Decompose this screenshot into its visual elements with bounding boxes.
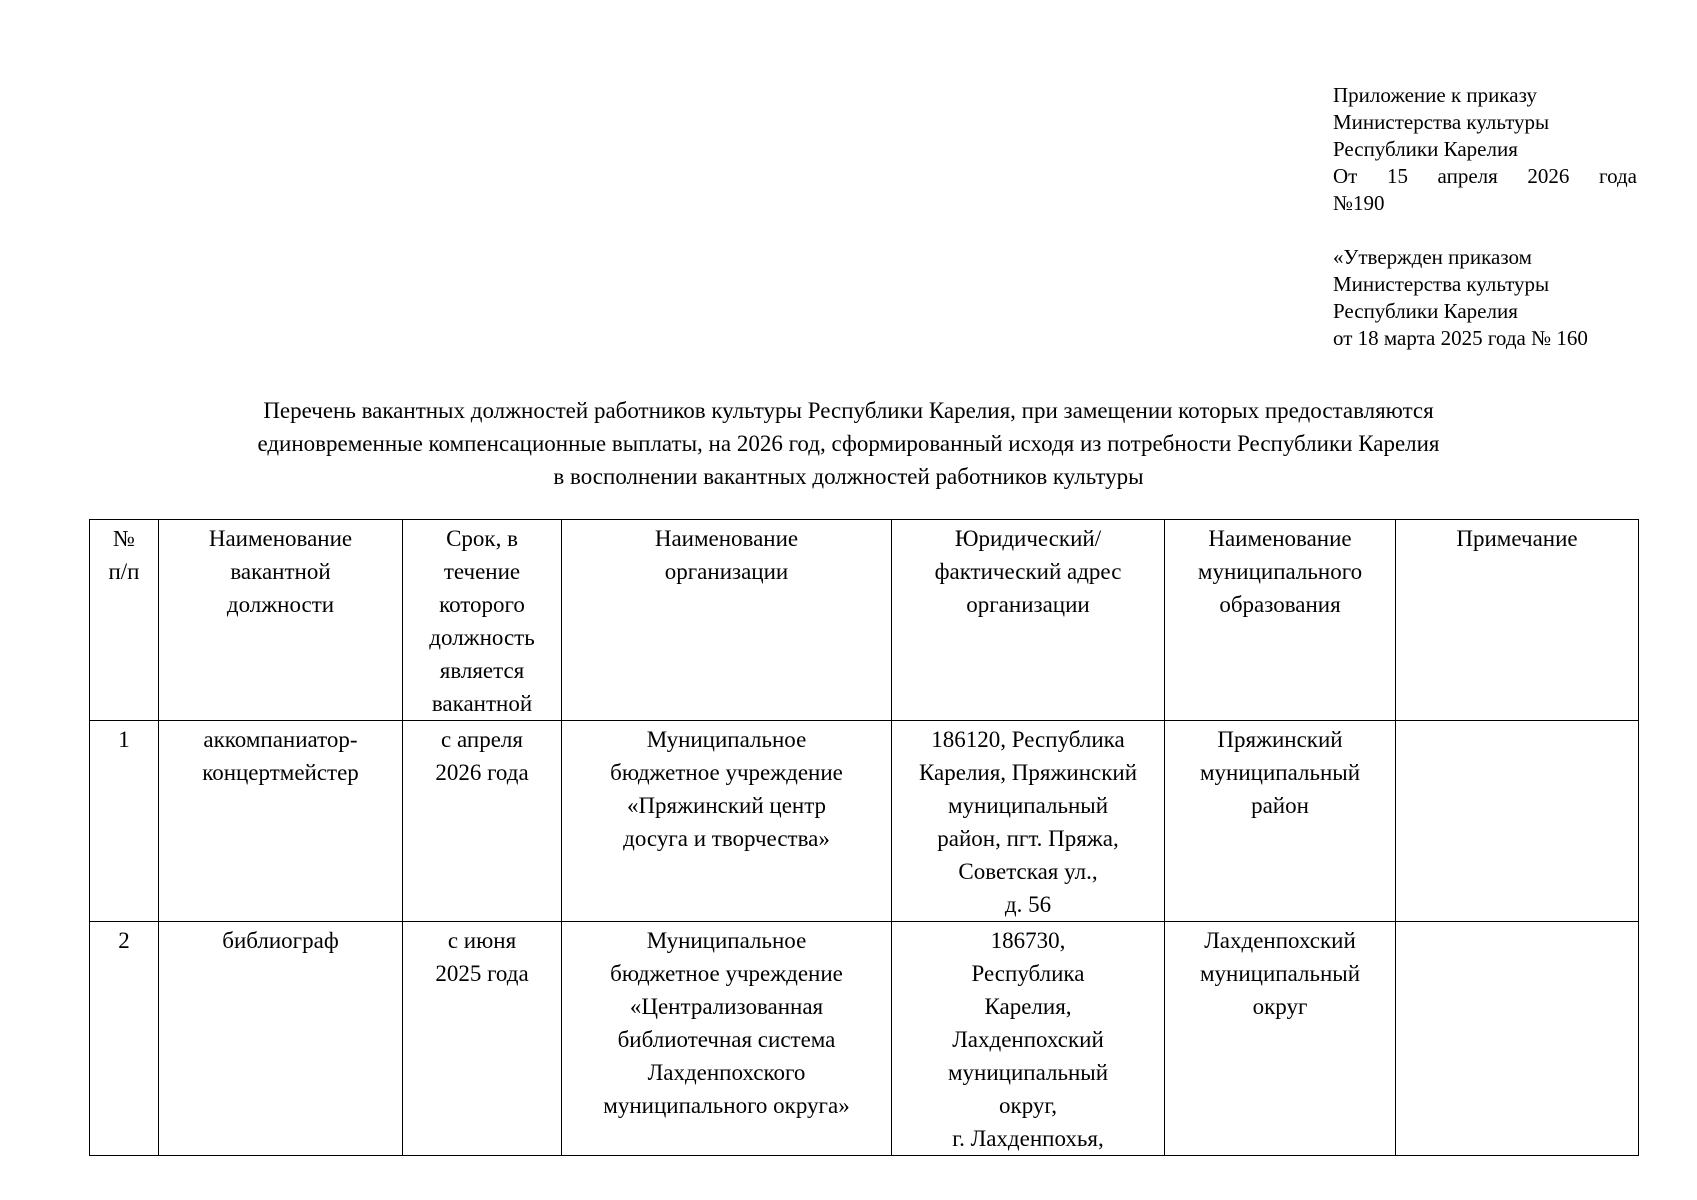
cell-text-line: «Централизованная	[629, 994, 824, 1019]
cell-text-line: 1	[118, 727, 130, 752]
cell-municipality	[1165, 721, 1396, 922]
cell-text-line: досуга и творчества»	[623, 826, 830, 851]
cell-vacancy-period	[403, 721, 562, 922]
cell-text-line: 2025 года	[435, 961, 529, 986]
cell-text-line: Примечание	[1456, 526, 1578, 551]
cell-text-line: с апреля	[441, 727, 523, 752]
cell-text-line: №	[113, 526, 135, 551]
cell-position	[159, 922, 403, 1156]
header-cell-vacancy-period	[403, 520, 562, 721]
cell-text-line: район, пгт. Пряжа,	[937, 826, 1119, 851]
header-cell-note	[1396, 520, 1639, 721]
cell-address	[892, 922, 1165, 1156]
cell-text-line: округ	[1252, 994, 1308, 1019]
cell-text-line: Наименование	[208, 526, 353, 551]
approval-line: Министерства культуры	[1333, 272, 1550, 296]
cell-text-line: 2	[118, 928, 130, 953]
cell-text-line: библиотечная система	[617, 1027, 836, 1052]
appendix-number-line: №190	[1333, 191, 1385, 215]
title-line: Перечень вакантных должностей работников культуры Республики Карелия, при замещении которых предоставляются	[263, 398, 1434, 423]
cell-text-line: муниципальный	[947, 793, 1109, 818]
cell-text-line: должности	[226, 592, 335, 617]
cell-organization	[562, 721, 892, 922]
document-title	[100, 394, 1597, 493]
cell-text-line: Республика	[971, 961, 1085, 986]
approval-date-line: от 18 марта 2025 года № 160	[1333, 326, 1588, 350]
header-spacer	[1333, 217, 1637, 244]
cell-text-line: вакантной	[431, 691, 533, 716]
cell-text-line: течение	[443, 559, 521, 584]
approval-line: Республики Карелия	[1333, 299, 1518, 323]
cell-text-line: вакантной	[230, 559, 331, 584]
cell-text-line: Карелия, Пряжинский	[918, 760, 1138, 785]
cell-text-line: организации	[664, 559, 789, 584]
vacancies-table	[89, 519, 1639, 1156]
cell-text-line: является	[439, 658, 525, 683]
cell-text-line: муниципальный	[1199, 961, 1361, 986]
table-header-row	[90, 520, 1639, 721]
header-cell-organization	[562, 520, 892, 721]
header-cell-number	[90, 520, 159, 721]
appendix-line: Приложение к приказу	[1333, 83, 1537, 107]
appendix-header	[1333, 82, 1637, 352]
cell-note	[1396, 922, 1639, 1156]
cell-text-line: муниципальный	[947, 1060, 1109, 1085]
cell-text-line: Карелия,	[984, 994, 1072, 1019]
cell-text-line: которого	[439, 592, 525, 617]
cell-text-line: 186730,	[990, 928, 1066, 953]
cell-text-line: бюджетное учреждение	[610, 961, 843, 986]
cell-organization	[562, 922, 892, 1156]
cell-text-line: бюджетное учреждение	[610, 760, 843, 785]
title-line: в восполнении вакантных должностей работников культуры	[553, 464, 1144, 489]
cell-text-line: «Пряжинский центр	[626, 793, 827, 818]
cell-address	[892, 721, 1165, 922]
cell-text-line: 186120, Республика	[931, 727, 1125, 752]
cell-text-line: образования	[1219, 592, 1341, 617]
cell-text-line: концертмейстер	[202, 760, 359, 785]
cell-text-line: должность	[429, 625, 535, 650]
cell-text-line: Лахденпохского	[647, 1060, 806, 1085]
approval-line: «Утвержден приказом	[1333, 245, 1532, 269]
cell-text-line: Муниципальное	[646, 928, 807, 953]
cell-text-line: библиограф	[222, 928, 339, 953]
cell-text-line: Наименование	[1208, 526, 1352, 551]
cell-text-line: фактический адрес	[934, 559, 1122, 584]
table-row	[90, 922, 1639, 1156]
appendix-line: Республики Карелия	[1333, 137, 1518, 161]
cell-text-line: г. Лахденпохья,	[952, 1126, 1104, 1151]
cell-vacancy-period	[403, 922, 562, 1156]
appendix-date-line: От 15 апреля 2026 года	[1333, 164, 1637, 188]
cell-municipality	[1165, 922, 1396, 1156]
cell-text-line: Наименование	[654, 526, 799, 551]
cell-text-line: округ,	[999, 1093, 1057, 1118]
cell-text-line: Юридический/	[954, 526, 1102, 551]
cell-text-line: Муниципальное	[646, 727, 807, 752]
header-cell-address	[892, 520, 1165, 721]
cell-text-line: муниципального	[1197, 559, 1363, 584]
cell-text-line: Лахденпохский	[1204, 928, 1356, 953]
cell-number	[90, 721, 159, 922]
appendix-line: Министерства культуры	[1333, 110, 1550, 134]
cell-text-line: Срок, в	[446, 526, 518, 551]
cell-text-line: п/п	[108, 559, 140, 584]
cell-text-line: Лахденпохский	[952, 1027, 1104, 1052]
title-line: единовременные компенсационные выплаты, на 2026 год, сформированный исходя из потребности Республики Карелия	[257, 431, 1440, 456]
cell-text-line: д. 56	[1004, 892, 1052, 917]
cell-text-line: организации	[966, 592, 1090, 617]
cell-number	[90, 922, 159, 1156]
header-cell-position	[159, 520, 403, 721]
cell-text-line: 2026 года	[435, 760, 529, 785]
cell-text-line: Пряжинский	[1217, 727, 1343, 752]
cell-text-line: аккомпаниатор-	[203, 727, 358, 752]
cell-text-line: с июня	[447, 928, 517, 953]
cell-text-line: район	[1251, 793, 1309, 818]
cell-text-line: муниципальный	[1199, 760, 1361, 785]
header-cell-municipality	[1165, 520, 1396, 721]
cell-position	[159, 721, 403, 922]
cell-text-line: Советская ул.,	[958, 859, 1098, 884]
cell-note	[1396, 721, 1639, 922]
cell-text-line: муниципального округа»	[603, 1093, 850, 1118]
table-row	[90, 721, 1639, 922]
